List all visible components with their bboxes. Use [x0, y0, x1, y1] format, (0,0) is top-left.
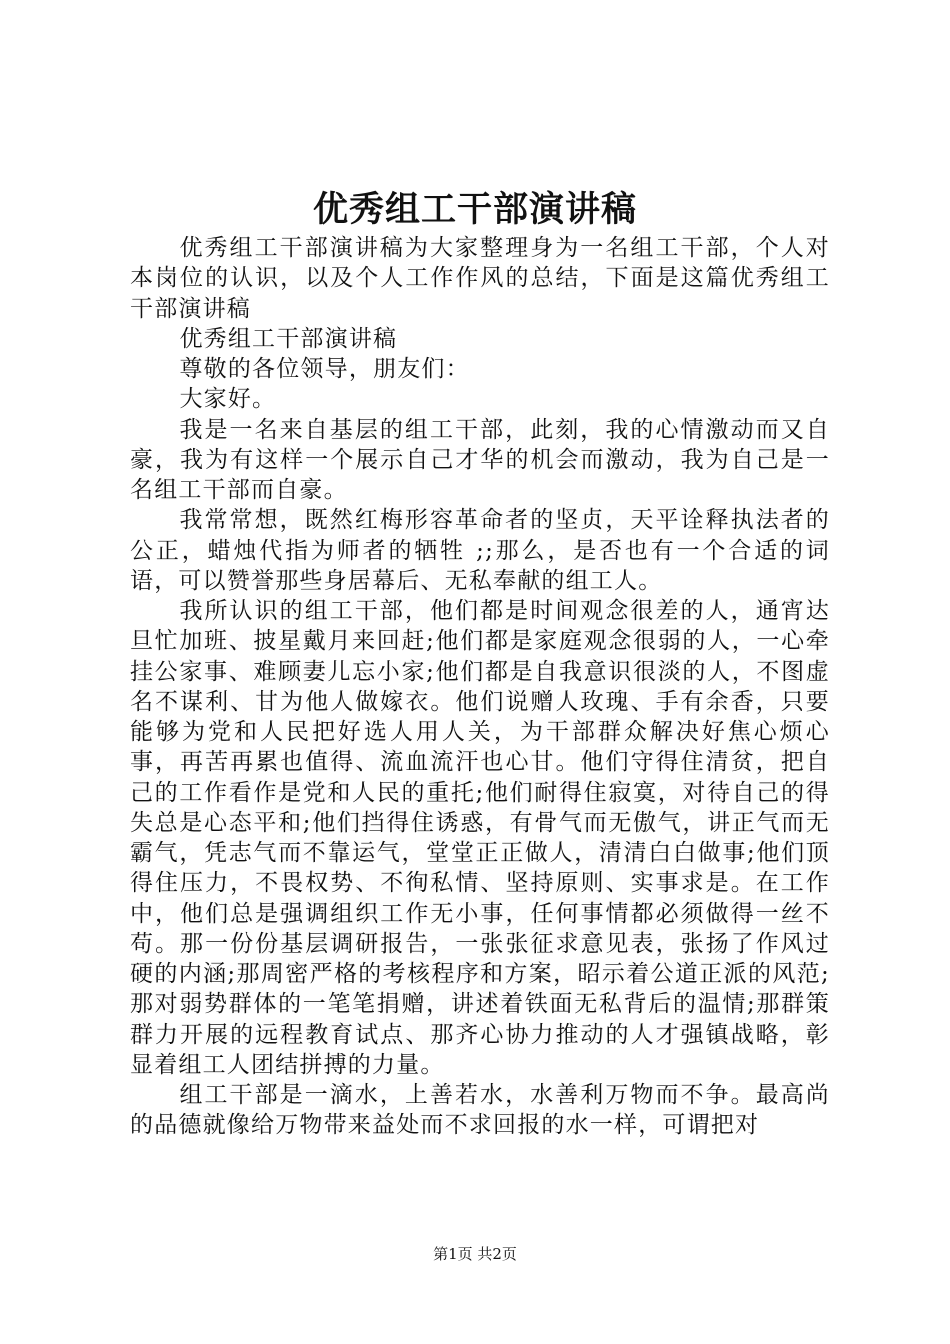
document-body	[130, 233, 830, 1141]
paragraph-intro: 优秀组工干部演讲稿为大家整理身为一名组工干部，个人对本岗位的认识，以及个人工作作风的总结，下面是这篇优秀组工干部演讲稿	[130, 235, 830, 322]
document-title: 优秀组工干部演讲稿	[312, 189, 637, 230]
page-number-footer: 第1页 共2页	[433, 1245, 517, 1263]
paragraph-salutation: 尊敬的各位领导，朋友们：	[179, 356, 470, 382]
paragraph-greeting: 大家好。	[179, 386, 277, 413]
paragraph-heading: 优秀组工干部演讲稿	[179, 325, 398, 352]
paragraph-metaphor: 我常常想，既然红梅形容革命者的坚贞，天平诠释执法者的公正，蜡烛代指为师者的牺牲 ;;那么，是否也有一个合适的词语，可以赞誉那些身居幕后、无私奉献的组工人。	[130, 507, 830, 594]
paragraph-water: 组工干部是一滴水，上善若水，水善利万物而不争。最高尚的品德就像给万物带来益处而不求回报的水一样，可谓把对	[130, 1082, 830, 1139]
paragraph-description: 我所认识的组工干部，他们都是时间观念很差的人，通宵达旦忙加班、披星戴月来回赶;他们都是家庭观念很弱的人，一心牵挂公家事、难顾妻儿忘小家;他们都是自我意识很淡的人，不图虚名不谋利、甘为他人做嫁衣。他们说赠人玫瑰、手有余香，只要能够为党和人民把好选人用人关，为干部群众解决好焦心烦心事，再苦再累也值得、流血流汗也心甘。他们守得住清贫，把自己的工作看作是党和人民的重托;他们耐得住寂寞，对待自己的得失总是心态平和;他们挡得住诱惑，有骨气而无傲气，讲正气而无霸气，凭志气而不靠运气，堂堂正正做人，清清白白做事;他们顶得住压力，不畏权势、不徇私情、坚持原则、实事求是。在工作中，他们总是强调组织工作无小事，任何事情都必须做得一丝不苟。那一份份基层调研报告，一张张征求意见表，张扬了作风过硬的内涵;那周密严格的考核程序和方案，昭示着公道正派的风范;那对弱势群体的一笔笔捐赠，讲述着铁面无私背后的温情;那群策群力开展的远程教育试点、那齐心协力推动的人才强镇战略，彰显着组工人团结拼搏的力量。	[130, 598, 830, 1078]
paragraph-self-intro: 我是一名来自基层的组工干部，此刻，我的心情激动而又自豪，我为有这样一个展示自己才华的机会而激动，我为自己是一名组工干部而自豪。	[130, 416, 830, 503]
